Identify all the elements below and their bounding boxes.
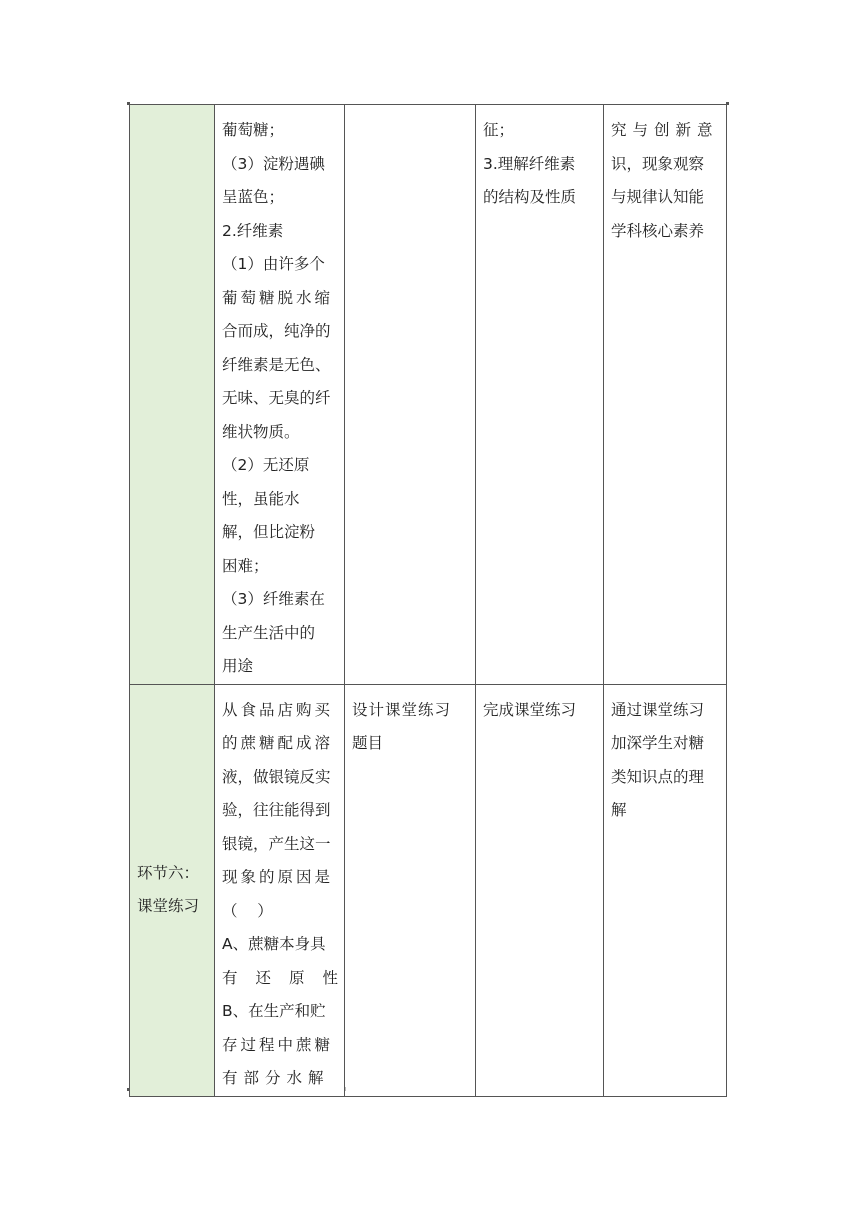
text-line: B、在生产和贮 bbox=[222, 1002, 326, 1020]
text-line: 纤维素是无色、 bbox=[222, 355, 331, 374]
text-line: 有还原性 bbox=[222, 968, 357, 987]
text-line: （3）淀粉遇碘 bbox=[222, 154, 325, 173]
content-text bbox=[215, 685, 357, 1096]
stage-label bbox=[130, 857, 214, 924]
text-line: 液，做银镜反实 bbox=[222, 767, 331, 786]
stage-line: 环节六： bbox=[137, 863, 200, 882]
text-line: 葡萄糖； bbox=[222, 121, 285, 139]
text-line: （3）纤维素在 bbox=[222, 590, 325, 608]
text-line: 的结构及性质 bbox=[483, 188, 577, 206]
stage-cell bbox=[130, 684, 215, 1096]
text-line: （ ） bbox=[222, 901, 273, 920]
student-text bbox=[476, 685, 603, 728]
text-line: 的蔗糖配成溶 bbox=[222, 734, 334, 752]
design-intent-cell bbox=[604, 105, 727, 685]
text-line: 呈蓝色； bbox=[222, 188, 285, 206]
content-cell bbox=[215, 105, 345, 685]
text-line: 银镜，产生这一 bbox=[222, 834, 331, 853]
text-line: 征； bbox=[483, 121, 515, 139]
text-line: 学科核心素养 bbox=[611, 221, 705, 240]
text-line: 解，但比淀粉 bbox=[222, 523, 316, 541]
student-text bbox=[476, 105, 603, 215]
stage-line: 课堂练习 bbox=[137, 897, 200, 915]
text-line: 设计课堂练习 bbox=[352, 700, 452, 719]
text-line: 存过程中蔗糖 bbox=[222, 1035, 334, 1054]
text-line: 无味、无臭的纤 bbox=[222, 389, 331, 407]
text-line: （2）无还原 bbox=[222, 456, 310, 474]
table-row bbox=[130, 105, 727, 685]
text-line: （1）由许多个 bbox=[222, 255, 325, 273]
text-line: 题目 bbox=[352, 734, 384, 752]
text-line: 用途 bbox=[222, 657, 254, 675]
text-line: 性，虽能水 bbox=[222, 489, 300, 508]
text-line: A、蔗糖本身具 bbox=[222, 935, 326, 953]
table-row bbox=[130, 684, 727, 1096]
text-line: 通过课堂练习 bbox=[611, 700, 705, 719]
intent-text bbox=[604, 685, 726, 828]
text-line: 究与创新意 bbox=[611, 121, 719, 139]
teacher-activity-cell bbox=[345, 105, 476, 685]
teacher-activity-cell bbox=[345, 684, 476, 1096]
text-line: 3.理解纤维素 bbox=[483, 154, 576, 173]
text-line: 从食品店购买 bbox=[222, 700, 334, 719]
text-line: 2.纤维素 bbox=[222, 221, 284, 240]
text-line: 加深学生对糖 bbox=[611, 734, 705, 752]
content-text bbox=[215, 105, 344, 684]
text-line: 困难； bbox=[222, 556, 269, 575]
student-activity-cell bbox=[476, 105, 604, 685]
text-line: 维状物质。 bbox=[222, 422, 300, 441]
text-line: 与规律认知能 bbox=[611, 188, 705, 206]
text-line: 合而成，纯净的 bbox=[222, 322, 331, 340]
design-intent-cell bbox=[604, 684, 727, 1096]
intent-text bbox=[604, 105, 726, 248]
lesson-plan-table bbox=[129, 104, 727, 1097]
teacher-text bbox=[345, 685, 475, 761]
text-line: 葡萄糖脱水缩 bbox=[222, 288, 334, 307]
text-line: 验，往往能得到 bbox=[222, 801, 331, 819]
text-line: 解 bbox=[611, 801, 627, 819]
text-line: 现象的原因是 bbox=[222, 868, 334, 886]
text-line: 完成课堂练习 bbox=[483, 700, 577, 719]
content-cell bbox=[215, 684, 357, 1096]
stage-cell bbox=[130, 105, 215, 685]
text-line: 有部分水解 bbox=[222, 1069, 330, 1087]
student-activity-cell bbox=[476, 684, 604, 1096]
text-line: 类知识点的理 bbox=[611, 767, 705, 786]
text-line: 生产生活中的 bbox=[222, 623, 316, 642]
text-line: 识，现象观察 bbox=[611, 154, 705, 173]
